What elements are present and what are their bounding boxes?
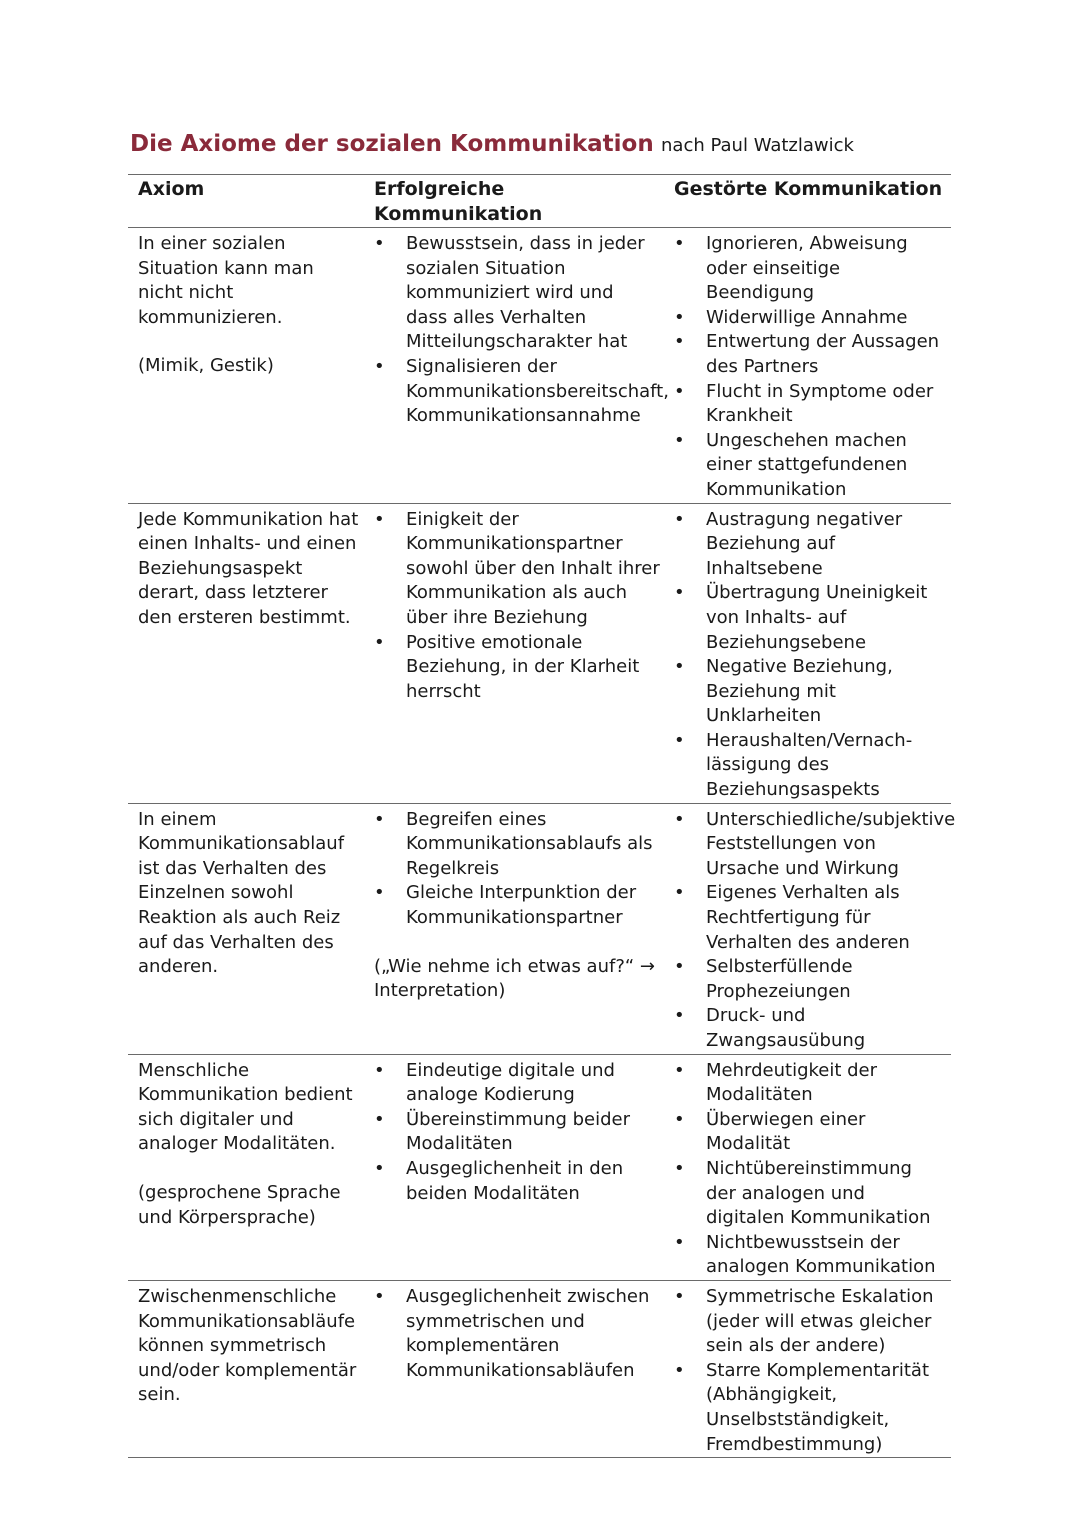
list-item: • Nichtübereinstimmung der analogen und digitalen Kommunikation bbox=[674, 1157, 947, 1231]
success-cell bbox=[364, 1281, 664, 1458]
list-item: • Heraushalten/Vernach-lässigung des Beziehungsaspekts bbox=[674, 729, 947, 803]
list-item: • Flucht in Symptome oder Krankheit bbox=[674, 380, 947, 429]
success-list bbox=[374, 508, 660, 705]
list-item: • Bewusstsein, dass in jeder sozialen Situation kommuniziert wird und dass alles Verhalten Mitteilungscharakter hat bbox=[374, 232, 660, 355]
title-main: Die Axiome der sozialen Kommunikation bbox=[130, 131, 654, 157]
list-item: • Gleiche Interpunktion der Kommunikationspartner bbox=[374, 881, 660, 930]
list-item: • Positive emotionale Beziehung, in der Klarheit herrscht bbox=[374, 631, 660, 705]
list-item: • Druck- und Zwangsausübung bbox=[674, 1004, 947, 1053]
axiom-cell bbox=[128, 1054, 364, 1280]
success-list bbox=[374, 808, 660, 931]
document bbox=[128, 128, 956, 1458]
list-item: • Nichtbewusstsein der analogen Kommunikation bbox=[674, 1231, 947, 1280]
success-list bbox=[374, 1285, 660, 1383]
success-note: („Wie nehme ich etwas auf?“ → Interpretation) bbox=[374, 955, 656, 1002]
list-item: • Widerwillige Annahme bbox=[674, 306, 947, 331]
axioms-table bbox=[128, 174, 956, 1458]
header-axiom: Axiom bbox=[138, 178, 205, 200]
title-subtitle: nach Paul Watzlawick bbox=[661, 135, 854, 156]
disturbed-list bbox=[674, 508, 947, 803]
success-cell bbox=[364, 803, 664, 1054]
list-item: • Überwiegen einer Modalität bbox=[674, 1108, 947, 1157]
list-item: • Ungeschehen machen einer stattgefundenen Kommunikation bbox=[674, 429, 947, 503]
axiom-text: In einem Kommunikationsablauf ist das Verhalten des Einzelnen sowohl Reaktion als auch Reiz auf das Verhalten des anderen. bbox=[138, 808, 345, 978]
list-item: • Ausgeglichenheit zwischen symmetrischen und komplementären Kommunikationsabläufen bbox=[374, 1285, 660, 1383]
table-row bbox=[128, 228, 951, 504]
list-item: • Selbsterfüllende Prophezeiungen bbox=[674, 955, 947, 1004]
disturbed-list bbox=[674, 808, 956, 1054]
disturbed-cell bbox=[664, 1054, 951, 1280]
disturbed-cell bbox=[664, 503, 951, 803]
axiom-text: Jede Kommunikation hat einen Inhalts- und einen Beziehungsaspekt derart, dass letzterer den ersteren bestimmt. bbox=[138, 508, 359, 628]
list-item: • Ausgeglichenheit in den beiden Modalitäten bbox=[374, 1157, 660, 1206]
table-header-row bbox=[128, 175, 951, 228]
axiom-note: (gesprochene Sprache und Körpersprache) bbox=[138, 1182, 341, 1228]
list-item: • Ignorieren, Abweisung oder einseitige Beendigung bbox=[674, 232, 947, 306]
list-item: • Negative Beziehung, Beziehung mit Unklarheiten bbox=[674, 655, 947, 729]
table-row bbox=[128, 503, 951, 803]
success-list bbox=[374, 1059, 660, 1207]
disturbed-cell bbox=[664, 228, 951, 504]
axiom-cell bbox=[128, 1281, 364, 1458]
list-item: • Übereinstimmung beider Modalitäten bbox=[374, 1108, 660, 1157]
disturbed-list bbox=[674, 1059, 947, 1280]
header-success: Erfolgreiche Kommunikation bbox=[374, 178, 543, 225]
list-item: • Eindeutige digitale und analoge Kodierung bbox=[374, 1059, 660, 1108]
list-item: • Starre Komplementarität (Abhängigkeit, Unselbstständigkeit, Fremdbestimmung) bbox=[674, 1359, 947, 1457]
list-item: • Signalisieren der Kommunikationsbereitschaft, Kommunikationsannahme bbox=[374, 355, 660, 429]
list-item: • Einigkeit der Kommunikationspartner sowohl über den Inhalt ihrer Kommunikation als auch über ihre Beziehung bbox=[374, 508, 660, 631]
axiom-text: Zwischenmenschliche Kommunikationsabläufe können symmetrisch und/oder komplementär sein. bbox=[138, 1286, 357, 1406]
list-item: • Entwertung der Aussagen des Partners bbox=[674, 330, 947, 379]
axiom-note: (Mimik, Gestik) bbox=[138, 355, 274, 377]
disturbed-list bbox=[674, 232, 947, 503]
success-cell bbox=[364, 503, 664, 803]
axiom-cell bbox=[128, 228, 364, 504]
disturbed-cell bbox=[664, 1281, 951, 1458]
table-row bbox=[128, 803, 951, 1054]
disturbed-list bbox=[674, 1285, 947, 1457]
list-item: • Mehrdeutigkeit der Modalitäten bbox=[674, 1059, 947, 1108]
list-item: • Symmetrische Eskalation (jeder will etwas gleicher sein als der andere) bbox=[674, 1285, 947, 1359]
header-disturbed: Gestörte Kommunikation bbox=[674, 178, 943, 200]
table-row bbox=[128, 1054, 951, 1280]
disturbed-cell bbox=[664, 803, 956, 1054]
success-cell bbox=[364, 1054, 664, 1280]
list-item: • Austragung negativer Beziehung auf Inhaltsebene bbox=[674, 508, 947, 582]
axiom-text: Menschliche Kommunikation bedient sich digitaler und analoger Modalitäten. bbox=[138, 1059, 353, 1155]
table-row bbox=[128, 1281, 951, 1458]
page-title bbox=[130, 128, 951, 162]
list-item: • Begreifen eines Kommunikationsablaufs als Regelkreis bbox=[374, 808, 660, 882]
success-list bbox=[374, 232, 669, 429]
axiom-cell bbox=[128, 803, 364, 1054]
success-cell bbox=[364, 228, 669, 504]
list-item: • Unterschiedliche/subjektive Feststellungen von Ursache und Wirkung bbox=[674, 808, 947, 882]
list-item: • Eigenes Verhalten als Rechtfertigung für Verhalten des anderen bbox=[674, 881, 947, 955]
list-item: • Übertragung Uneinigkeit von Inhalts- auf Beziehungsebene bbox=[674, 581, 947, 655]
axiom-text: In einer sozialen Situation kann man nicht nicht kommunizieren. bbox=[138, 233, 314, 328]
axiom-cell bbox=[128, 503, 364, 803]
